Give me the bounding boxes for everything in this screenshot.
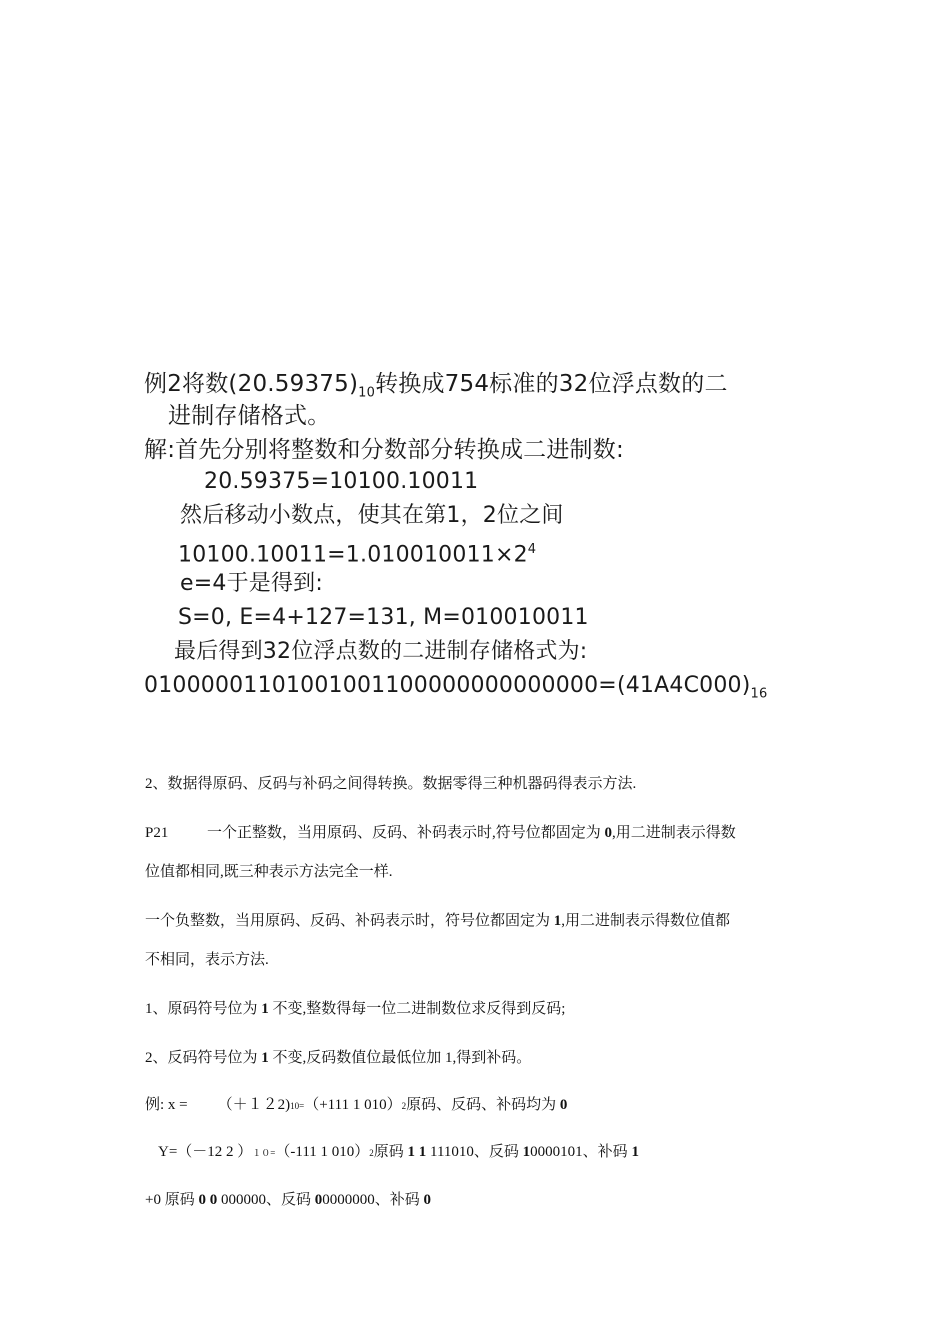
section-heading: 2、数据得原码、反码与补码之间得转换。数据零得三种机器码得表示方法.: [145, 776, 637, 792]
page-reference: P21: [145, 825, 169, 841]
move-point-text: 然后移动小数点，使其在第1，2位之间: [180, 503, 564, 528]
paragraph-positive-line2: 位值都相同,既三种表示方法完全一样.: [145, 864, 393, 880]
normalized-form: $10100.10011=1.010010011\times 2^4$: [178, 542, 537, 568]
example-title-line1: 例2将数$(20.59375)_{10}$转换成754标准的32位浮点数的二: [144, 371, 728, 401]
paragraph-positive-line1: P21 一个正整数，当用原码、反码、补码表示时,符号位都固定为 0,用二进制表示得数: [145, 825, 736, 841]
final-binary: $01000001101001001100000000000000=(41A4C000)_{16}$: [144, 673, 768, 702]
example-title-line2: 进制存储格式。: [168, 403, 331, 429]
example-y: Y=（－12 2 ）１０=（-111 1 010）2原码 1 1 111010、反码 10000101、补码 1: [158, 1144, 639, 1160]
solution-intro: 解:首先分别将整数和分数部分转换成二进制数:: [144, 437, 624, 463]
exponent-text: e=4于是得到:: [180, 571, 323, 596]
final-format-text: 最后得到32位浮点数的二进制存储格式为:: [174, 639, 588, 664]
rule-2: 2、反码符号位为 1 不变,反码数值位最低位加 1,得到补码。: [145, 1050, 532, 1066]
paragraph-negative-line2: 不相同，表示方法.: [145, 952, 269, 968]
binary-conversion: 20.59375=10100.10011: [204, 469, 479, 494]
paragraph-negative-line1: 一个负整数，当用原码、反码、补码表示时，符号位都固定为 1,用二进制表示得数位值都: [145, 913, 731, 929]
example-x: 例: x = （＋１２2)10=（+111 1 010）2原码、反码、补码均为 0: [145, 1097, 568, 1113]
sem-values: S=0, E=4+127=131, M=010010011: [178, 605, 589, 630]
rule-1: 1、原码符号位为 1 不变,整数得每一位二进制数位求反得到反码;: [145, 1001, 566, 1017]
example-plus-zero: +0 原码 0 0 000000、反码 00000000、补码 0: [145, 1192, 431, 1208]
